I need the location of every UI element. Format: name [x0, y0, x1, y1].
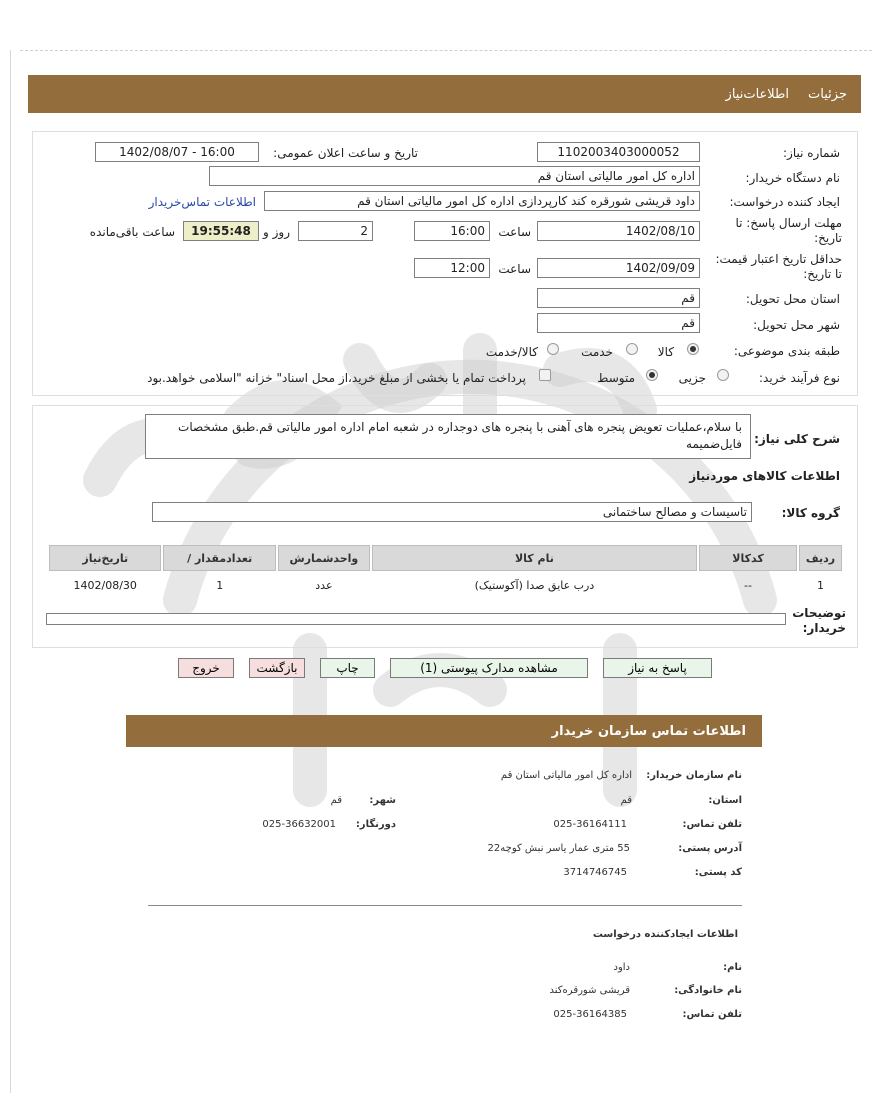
- deadline-date-field: 1402/08/10: [537, 221, 700, 241]
- deadline-label: مهلت ارسال پاسخ: تا تاریخ:: [735, 216, 842, 245]
- goods-table-header: [49, 545, 842, 571]
- announce-field: 1402/08/07 - 16:00: [95, 142, 259, 162]
- creator-label: ایجاد کننده درخواست:: [729, 195, 840, 209]
- buyer-org-label: نام دستگاه خریدار:: [745, 171, 840, 185]
- table-row: [49, 573, 842, 597]
- goods-group-field: تاسیسات و مصالح ساختمانی: [152, 502, 752, 522]
- contact-fax-value: 025-36632001: [262, 819, 336, 830]
- contact-address-label: آدرس پستی:: [678, 843, 742, 854]
- remaining-label: ساعت باقی‌مانده: [89, 225, 175, 239]
- treasury-payment-note: پرداخت تمام یا بخشی از مبلغ خرید،از محل اسناد" خزانه "اسلامی خواهد.بود: [147, 371, 526, 385]
- org-name-label: نام سازمان خریدار:: [646, 770, 742, 781]
- reply-button[interactable]: پاسخ به نیاز: [603, 658, 712, 678]
- top-divider: [20, 50, 872, 51]
- col-qty: تعدادمقدار /: [163, 545, 275, 571]
- city-field: قم: [537, 313, 700, 333]
- contact-title: اطلاعات تماس سازمان خریدار: [551, 723, 746, 739]
- need-number-label: شماره نیاز:: [783, 146, 840, 160]
- category-goods-service-label: کالا/خدمت: [485, 345, 538, 359]
- summary-label: شرح کلی نیاز:: [754, 432, 840, 446]
- attachments-button[interactable]: مشاهده مدارک پیوستی (1): [390, 658, 588, 678]
- price-valid-date-field: 1402/09/09: [537, 258, 700, 278]
- contact-header-bar: [126, 715, 762, 747]
- contact-province-value: قم: [620, 795, 632, 806]
- process-medium-radio[interactable]: [646, 369, 658, 381]
- category-goods-service-radio[interactable]: [547, 343, 559, 355]
- summary-text: با سلام،عملیات تعویض پنجره های آهنی با پنجره های دوجداره در شعبه امام اداره امور مالیاتی قم.طبق مشخصات فایل‌ضمیمه: [145, 414, 751, 459]
- contact-phone-label: تلفن تماس:: [682, 819, 742, 830]
- left-divider: [10, 50, 11, 1093]
- col-name: نام کالا: [372, 545, 697, 571]
- details-header-bar: [28, 75, 861, 113]
- price-valid-time-label: ساعت: [498, 262, 531, 276]
- cell-code: --: [744, 578, 752, 592]
- days-field: 2: [298, 221, 373, 241]
- buyer-notes-field: [46, 613, 786, 625]
- goods-table: [47, 543, 844, 599]
- cell-name: درب عایق صدا (آکوستیک): [474, 578, 595, 592]
- treasury-payment-checkbox[interactable]: [539, 369, 551, 381]
- creator-phone-value: 025-36164385: [553, 1009, 627, 1020]
- creator-family-label: نام خانوادگی:: [674, 985, 742, 996]
- announce-label: تاریخ و ساعت اعلان عمومی:: [273, 146, 418, 160]
- goods-info-title: اطلاعات کالاهای موردنیاز: [689, 469, 840, 483]
- price-valid-label: حداقل تاریخ اعتبار قیمت: تا تاریخ:: [715, 252, 842, 281]
- category-service-label: خدمت: [581, 345, 613, 359]
- col-date: تاریخ‌نیاز: [49, 545, 161, 571]
- col-code: کدکالا: [699, 545, 797, 571]
- creator-family-value: قریشی شورقره‌کند: [549, 985, 630, 996]
- city-label: شهر محل تحویل:: [753, 318, 840, 332]
- contact-postal-value: 3714746745: [563, 867, 627, 878]
- buyer-contact-link[interactable]: اطلاعات تماس‌خریدار: [148, 195, 256, 209]
- creator-name-label: نام:: [723, 962, 742, 973]
- buyer-org-field: اداره کل امور مالیاتی استان قم: [209, 166, 700, 186]
- contact-city-value: قم: [330, 795, 342, 806]
- need-number-field: 1102003403000052: [537, 142, 700, 162]
- contact-province-label: استان:: [708, 795, 742, 806]
- deadline-time-label: ساعت: [498, 225, 531, 239]
- cell-date: 1402/08/30: [73, 578, 137, 592]
- creator-phone-label: تلفن تماس:: [682, 1009, 742, 1020]
- print-button[interactable]: چاپ: [320, 658, 375, 678]
- contact-city-label: شهر:: [369, 795, 396, 806]
- process-medium-label: متوسط: [597, 371, 635, 385]
- deadline-time-field: 16:00: [414, 221, 490, 241]
- process-minor-radio[interactable]: [717, 369, 729, 381]
- contact-separator: [148, 905, 742, 906]
- goods-group-label: گروه کالا:: [781, 506, 840, 520]
- col-row: ردیف: [799, 545, 842, 571]
- contact-fax-label: دورنگار:: [355, 819, 396, 830]
- creator-field: داود قریشی شورقره کند کارپردازی اداره کل امور مالیاتی استان قم: [264, 191, 700, 211]
- cell-qty: 1: [216, 578, 224, 592]
- tab-details[interactable]: جزئیات: [808, 86, 847, 102]
- buyer-notes-label: توضیحات خریدار:: [792, 606, 846, 635]
- cell-unit: عدد: [315, 578, 333, 592]
- days-label: روز و: [263, 225, 290, 239]
- province-field: قم: [537, 288, 700, 308]
- province-label: استان محل تحویل:: [745, 292, 840, 306]
- category-goods-label: کالا: [657, 345, 674, 359]
- process-label: نوع فرآیند خرید:: [759, 371, 840, 385]
- contact-phone-value: 025-36164111: [553, 819, 627, 830]
- category-service-radio[interactable]: [626, 343, 638, 355]
- col-unit: واحدشمارش: [278, 545, 370, 571]
- category-goods-radio[interactable]: [687, 343, 699, 355]
- price-valid-time-field: 12:00: [414, 258, 490, 278]
- remaining-time-field: 19:55:48: [183, 221, 259, 241]
- creator-name-value: داود: [613, 962, 630, 973]
- tab-need-info[interactable]: اطلاعات‌نیاز: [725, 86, 789, 102]
- contact-postal-label: کد پستی:: [694, 867, 742, 878]
- cell-row: 1: [817, 578, 825, 592]
- exit-button[interactable]: خروج: [178, 658, 234, 678]
- contact-address-value: 55 متری عمار یاسر نبش کوچه22: [487, 843, 630, 854]
- process-minor-label: جزیی: [678, 371, 706, 385]
- back-button[interactable]: بازگشت: [249, 658, 305, 678]
- creator-info-title: اطلاعات ایجادکننده درخواست: [592, 929, 738, 940]
- category-label: طبقه بندی موضوعی:: [733, 344, 840, 358]
- org-name-value: اداره کل امور مالیاتی استان قم: [500, 770, 632, 781]
